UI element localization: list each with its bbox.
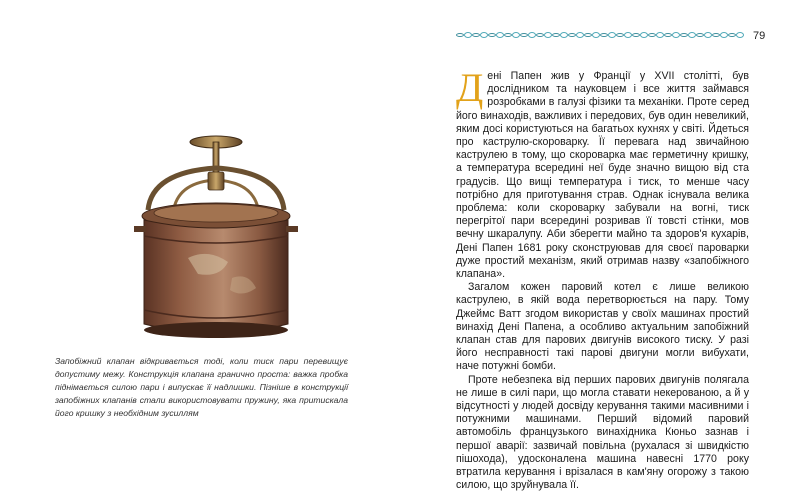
paragraph-1 [456, 65, 749, 281]
figure-caption: Запобіжний клапан відкривається тоді, коли тиск пари перевищує допустиму межу. Конструкція клапана гранично проста: важка пробка піднімається силою пари і випускає її надлишки. Пізніше в конструкції запобіжних клапанів стали використовувати пружину, яка притискала його кришку з необхідним зусиллям [55, 356, 348, 418]
drop-cap: Д [456, 65, 484, 110]
page-number: 79 [753, 30, 766, 42]
paragraph-1-text: ені Папен жив у Франції у XVII столітті, був дослідником та науковцем і все життя займався розробками в галузі фізики та механіки. Проте серед його винаходів, важливих і передових, був один невеликий, яким досі користуються на багатьох кухнях у світі. Йдеться про каструлю-скороварку. Її перевага над звичайною каструлею в тому, що скороварка має герметичну кришку, а температура всередині неї буде значно вищою від ста градусів. Що вищі температура і тиск, то менше часу потрібно для приготування страв. Однак існувала велика проблема: коли скороварку забували на вогні, тиск перегрітої пари всередині розривав її товсті стінки, мов вечну шкаралупу. Аби зберегти майно та здоров'я кухарів, Дені Папен 1681 року сконструював для своєї пароварки дуже простий механізм, який отримав назву «запобіжного клапана». [456, 70, 749, 281]
chain-ornament [456, 30, 744, 40]
pressure-cooker-illustration [128, 128, 304, 344]
paragraph-3: Проте небезпека від перших парових двигунів полягала не лише в силі пари, що могла ставати некерованою, а й у відсутності у людей досвіду керування такими масивними і потужними машинами. Перший відомий паровий автомобіль французького винахідника Кюньо зазнав і першої аварії: зазвичай повільна (рухалася зі швидкістю пішохода), удосконалена машина навесні 1770 року втратила керування і врізалася в кам'яну огорожу з такою силою, що зруйнувала її. [456, 373, 749, 492]
article-body [456, 65, 749, 493]
paragraph-2: Загалом кожен паровий котел є лише великою каструлею, в якій вода перетворюється на пару. Тому Джеймс Ватт згодом використав у своїх машинах простий винахід Дені Папена, а особливо актуальним запобіжний клапан став для парових двигунів високого тиску. У разі його несправності такі парові двигуни могли вибухати, наче потужні бомби. [456, 281, 749, 373]
